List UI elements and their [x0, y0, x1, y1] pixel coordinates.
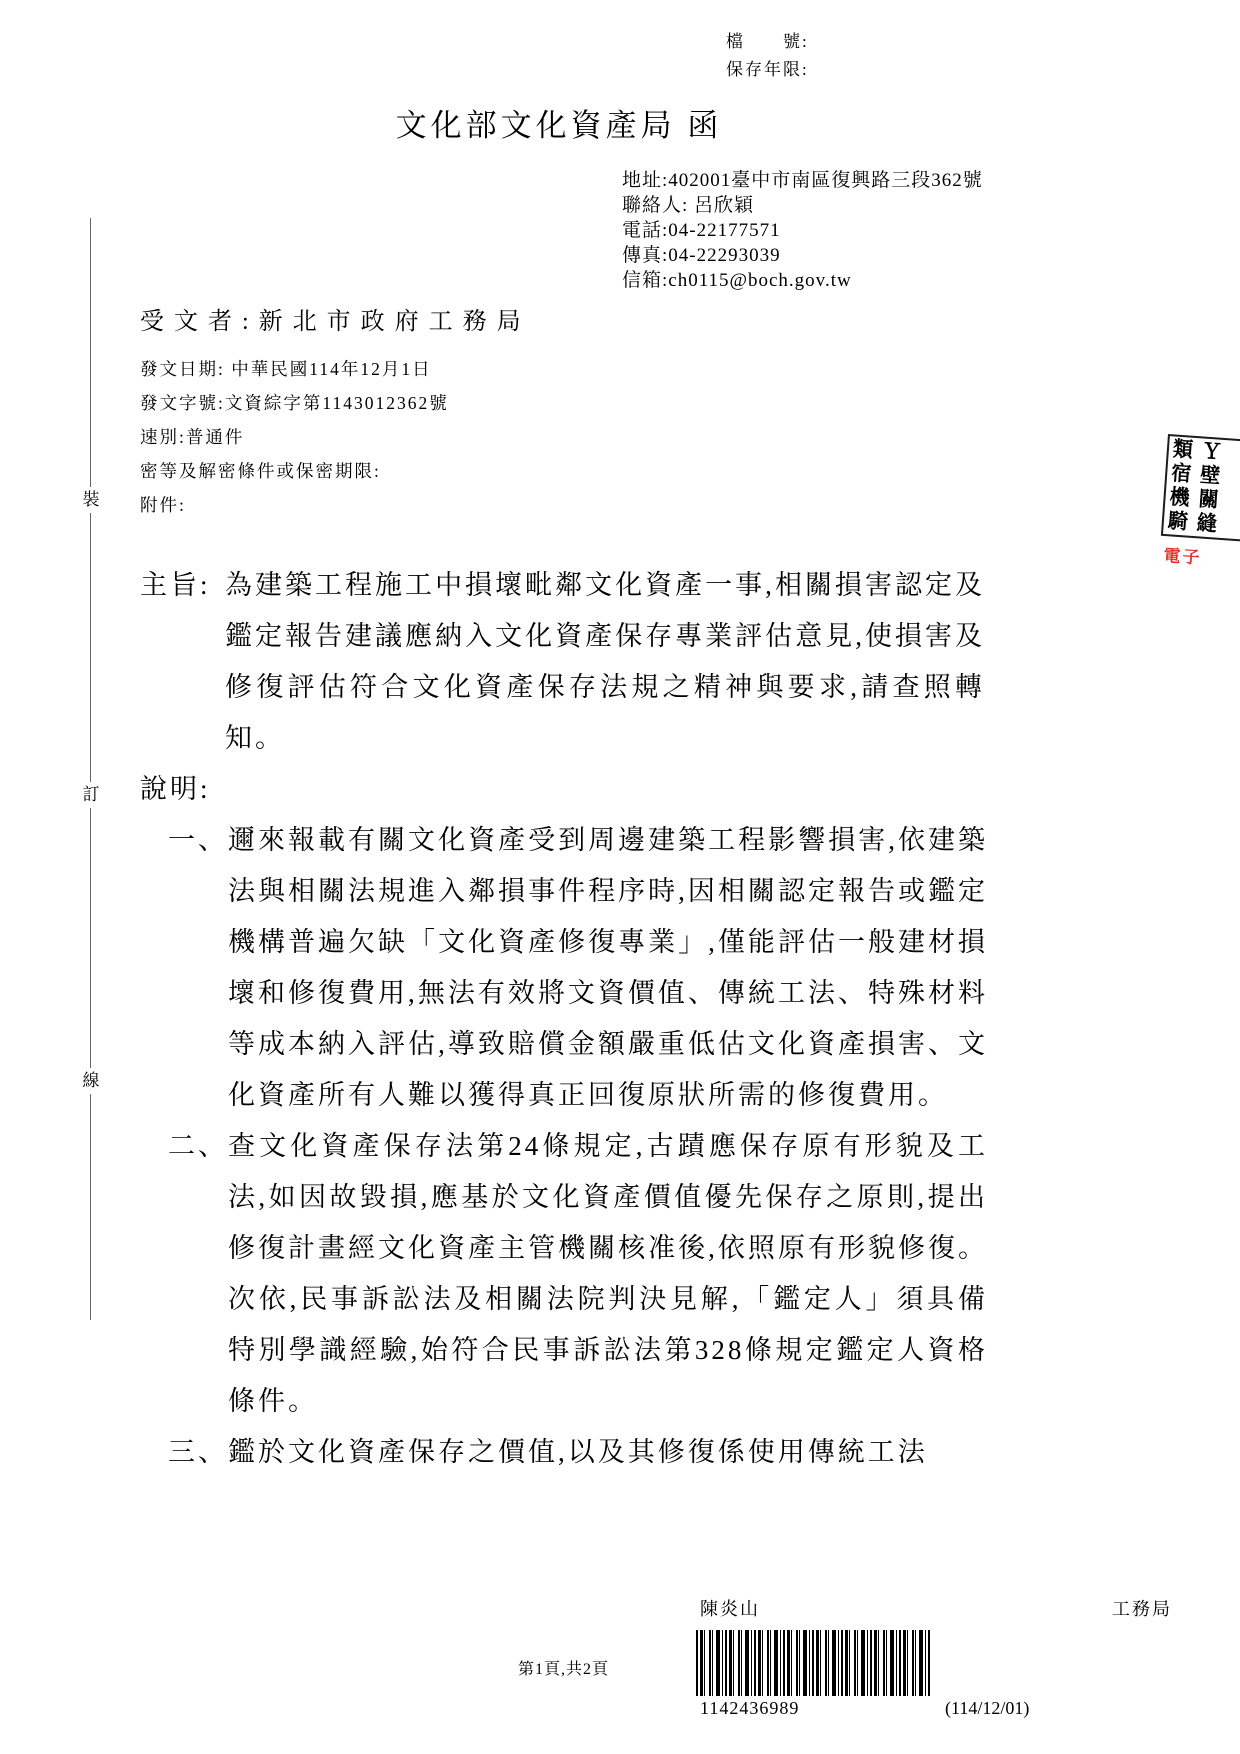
sender-info-block [622, 168, 983, 293]
binding-mark-ding: 訂 [81, 782, 101, 808]
issue-date-line: 發文日期: 中華民國114年12月1日 [140, 359, 432, 379]
date-code: (114/12/01) [945, 1698, 1030, 1718]
retention-period-label: 保存年限: [726, 60, 809, 79]
meta-block [140, 352, 449, 522]
page-title: 文化部文化資產局 函 [395, 108, 723, 143]
seal-glyph-row: 宿壁 [1170, 461, 1230, 489]
sender-address: 地址:402001臺中市南區復興路三段362號 [622, 170, 983, 191]
signer-name: 陳炎山 [700, 1599, 760, 1619]
agency-name: 工務局 [1112, 1599, 1172, 1619]
item-number: 一、 [168, 825, 228, 855]
file-number-label: 檔 號: [726, 32, 809, 51]
binding-mark-zhuang: 裝 [81, 487, 101, 513]
page-number-info: 第1頁,共2頁 [518, 1661, 610, 1678]
electronic-seal-stamp [1159, 434, 1240, 573]
electronic-stamp-red-label: 電子 [1162, 546, 1203, 568]
explanation-item-3 [168, 1427, 990, 1478]
seal-glyph-row: 騎縫 [1167, 509, 1227, 537]
document-body [140, 560, 990, 1478]
explanation-label: 說明: [140, 774, 211, 804]
seal-glyph-row: 類Ｙ [1172, 437, 1232, 465]
doc-number-line: 發文字號:文資綜字第1143012362號 [140, 393, 449, 413]
subject-text: 為建築工程施工中損壞毗鄰文化資產一事,相關損害認定及鑑定報告建議應納入文化資產保存專業評估意見,使損害及修復評估符合文化資產保存法規之精神與要求,請查照轉知。 [225, 570, 985, 753]
explanation-item-2 [168, 1121, 990, 1427]
explanation-item-1 [168, 815, 990, 1121]
sender-email: 信箱:ch0115@boch.gov.tw [622, 270, 852, 291]
binding-mark-xian: 線 [81, 1068, 101, 1094]
subject-paragraph [140, 560, 990, 764]
seal-stamp-box [1161, 434, 1240, 543]
sender-phone: 電話:04-22177571 [622, 220, 781, 241]
item-text: 查文化資產保存法第24條規定,古蹟應保存原有形貌及工法,如因故毀損,應基於文化資產價值優先保存之原則,提出修復計畫經文化資產主管機關核准後,依照原有形貌修復。次依,民事訴訟法及相關法院判決見解,「鑑定人」須具備特別學識經驗,始符合民事訴訟法第328條規定鑑定人資格條件。 [228, 1131, 988, 1416]
subject-label: 主旨: [140, 570, 211, 600]
security-line: 密等及解密條件或保密期限: [140, 461, 381, 481]
item-number: 三、 [168, 1437, 228, 1467]
binding-line [90, 218, 91, 1320]
item-number: 二、 [168, 1131, 228, 1161]
sender-fax: 傳真:04-22293039 [622, 245, 781, 266]
seal-glyph-row: 機關 [1168, 485, 1229, 513]
attachment-line: 附件: [140, 495, 186, 515]
barcode-image [696, 1630, 932, 1696]
recipient-line: 受文者:新北市政府工務局 [140, 309, 531, 335]
speed-line: 速別:普通件 [140, 427, 245, 447]
item-text: 邇來報載有關文化資產受到周邊建築工程影響損害,依建築法與相關法規進入鄰損事件程序時,因相關認定報告或鑑定機構普遍欠缺「文化資產修復專業」,僅能評估一般建材損壞和修復費用,無法有效將文資價值、傳統工法、特殊材料等成本納入評估,導致賠償金額嚴重低估文化資產損害、文化資產所有人難以獲得真正回復原狀所需的修復費用。 [228, 825, 988, 1110]
item-text: 鑑於文化資產保存之價值,以及其修復係使用傳統工法 [228, 1437, 928, 1467]
sender-contact: 聯絡人: 呂欣穎 [622, 195, 755, 216]
file-number-block [726, 28, 809, 84]
barcode-number: 1142436989 [700, 1698, 800, 1718]
